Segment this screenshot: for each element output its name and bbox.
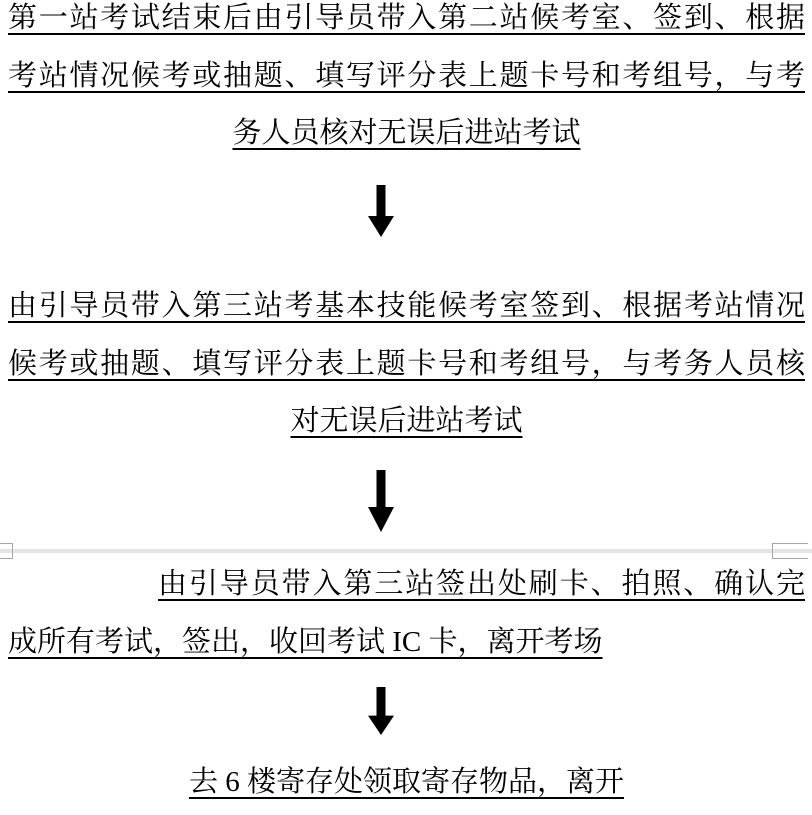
page-break-line xyxy=(0,549,812,553)
step-4-line-1: 去 6 楼寄存处领取寄存物品，离开 xyxy=(188,766,624,798)
down-arrow-icon xyxy=(368,470,394,532)
step-1-line-1: 第一站考试结束后由引导员带入第二站候考室、签到、根据 xyxy=(8,2,805,34)
step-2-paragraph xyxy=(0,278,812,451)
step-1-line-3: 务人员核对无误后进站考试 xyxy=(232,117,581,149)
step-3-line-1: 由引导员带入第三站签出处刷卡、拍照、确认完 xyxy=(158,568,805,600)
step-4-paragraph xyxy=(0,754,812,812)
step-2-line-1: 由引导员带入第三站考基本技能候考室签到、根据考站情况 xyxy=(8,290,805,322)
step-3-line-2: 成所有考试，签出，收回考试 IC 卡，离开考场 xyxy=(8,625,603,658)
step-2-line-2: 候考或抽题、填写评分表上题卡号和考组号，与考务人员核 xyxy=(8,347,805,380)
down-arrow-icon xyxy=(368,185,394,237)
step-3-paragraph xyxy=(0,556,812,671)
down-arrow-icon xyxy=(368,687,394,735)
step-1-paragraph xyxy=(0,0,812,163)
step-2-line-3: 对无误后进站考试 xyxy=(290,405,523,437)
step-1-line-2: 考站情况候考或抽题、填写评分表上题卡号和考组号，与考 xyxy=(8,59,805,92)
